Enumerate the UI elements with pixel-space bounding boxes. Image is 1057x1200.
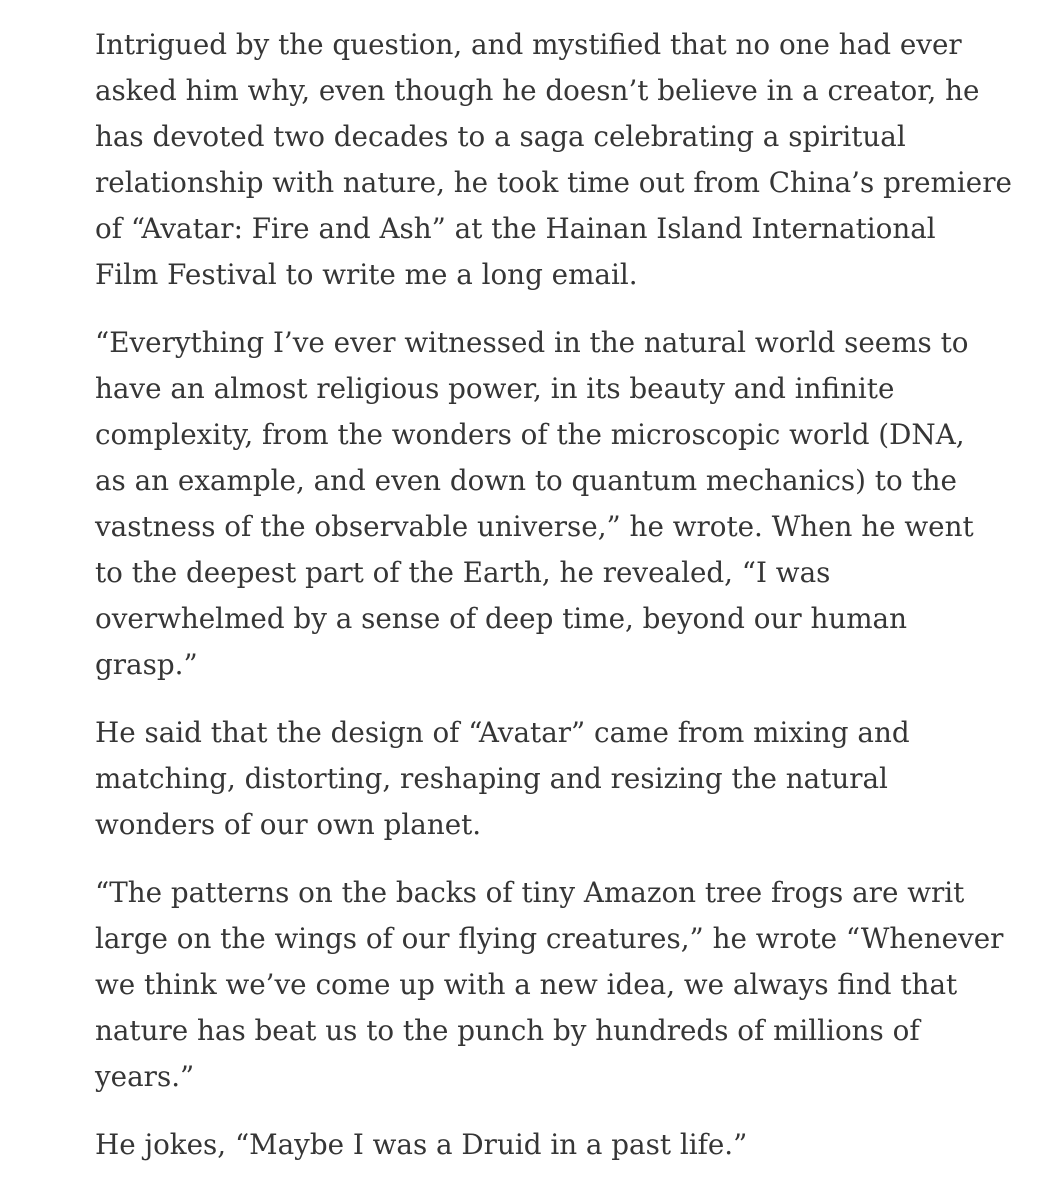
article-paragraph: [95, 1122, 1017, 1168]
text-line: years.”: [95, 1060, 195, 1093]
article-paragraph: [95, 710, 1017, 848]
text-line: wonders of our own planet.: [95, 808, 482, 841]
text-line: He said that the design of “Avatar” came from mixing and: [95, 716, 910, 749]
text-line: large on the wings of our flying creatures,” he wrote “Whenever: [95, 922, 1004, 955]
text-line: complexity, from the wonders of the microscopic world (DNA,: [95, 418, 965, 451]
text-line: He jokes, “Maybe I was a Druid in a past life.”: [95, 1128, 748, 1161]
text-line: “Everything I’ve ever witnessed in the natural world seems to: [95, 326, 969, 359]
text-line: have an almost religious power, in its beauty and infinite: [95, 372, 895, 405]
text-line: has devoted two decades to a saga celebrating a spiritual: [95, 120, 906, 153]
text-line: as an example, and even down to quantum mechanics) to the: [95, 464, 957, 497]
article-paragraph: [95, 320, 1017, 688]
text-line: overwhelmed by a sense of deep time, beyond our human: [95, 602, 907, 635]
text-line: matching, distorting, reshaping and resizing the natural: [95, 762, 888, 795]
text-line: “The patterns on the backs of tiny Amazon tree frogs are writ: [95, 876, 965, 909]
text-line: asked him why, even though he doesn’t believe in a creator, he: [95, 74, 980, 107]
text-line: nature has beat us to the punch by hundreds of millions of: [95, 1014, 920, 1047]
article-paragraph: [95, 22, 1017, 298]
text-line: we think we’ve come up with a new idea, we always find that: [95, 968, 958, 1001]
text-line: relationship with nature, he took time out from China’s premiere: [95, 166, 1012, 199]
text-line: of “Avatar: Fire and Ash” at the Hainan Island International: [95, 212, 936, 245]
text-line: to the deepest part of the Earth, he revealed, “I was: [95, 556, 831, 589]
article-paragraph: [95, 870, 1017, 1100]
text-line: grasp.”: [95, 648, 198, 681]
text-line: Intrigued by the question, and mystified that no one had ever: [95, 28, 962, 61]
text-line: Film Festival to write me a long email.: [95, 258, 638, 291]
text-line: vastness of the observable universe,” he wrote. When he went: [95, 510, 974, 543]
